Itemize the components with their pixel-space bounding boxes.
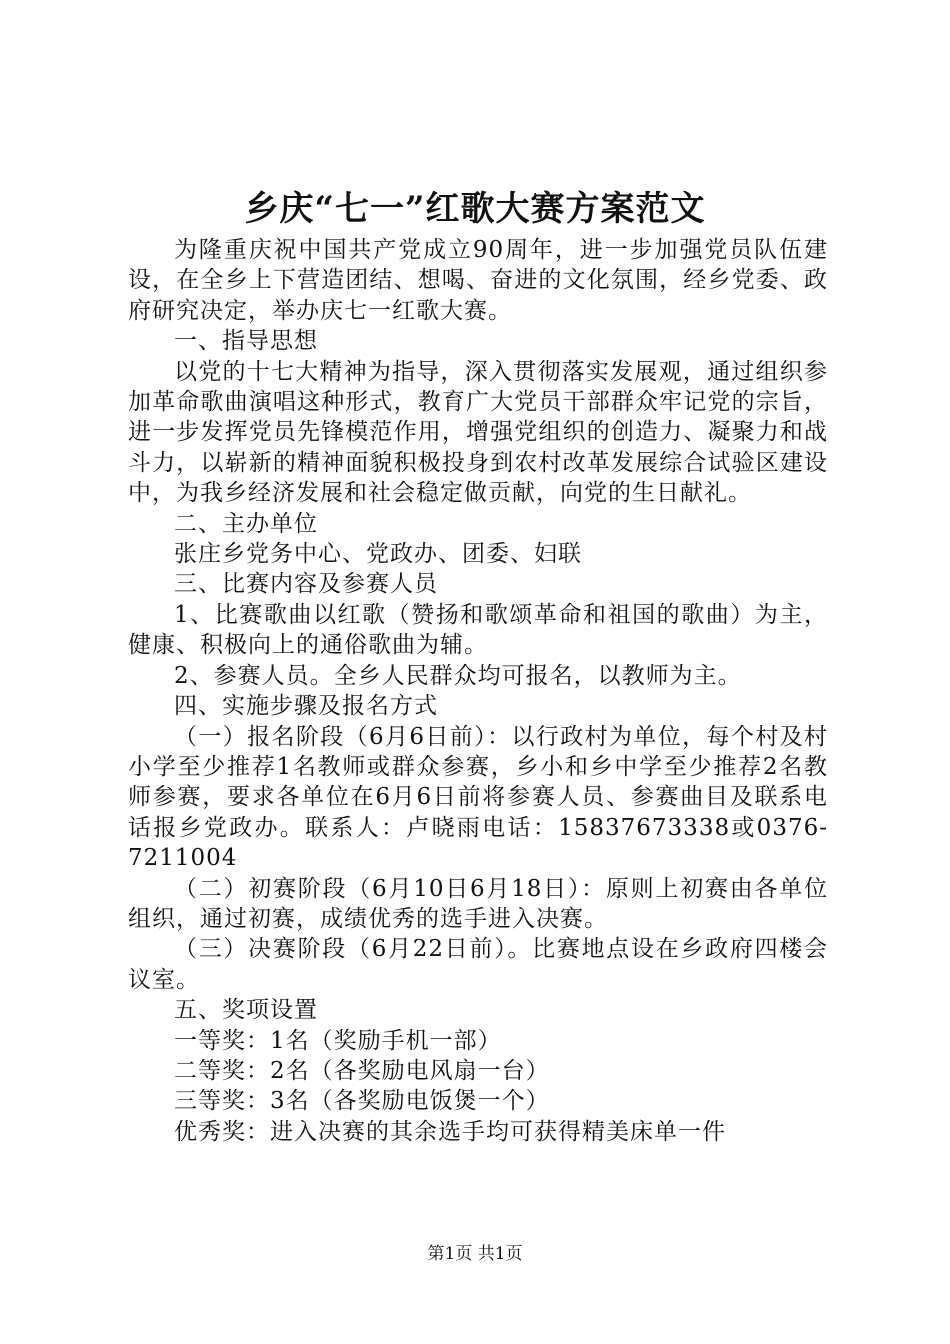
award-second-prize: 二等奖：2名（各奖励电风扇一台） <box>174 1057 550 1084</box>
section-heading-awards: 五、奖项设置 <box>174 997 318 1024</box>
organizer-paragraph: 张庄乡党务中心、党政办、团委、妇联 <box>174 541 582 568</box>
document-body <box>128 235 828 1147</box>
award-third-prize: 三等奖：3名（各奖励电饭煲一个） <box>174 1088 550 1115</box>
content-item-1: 1、比赛歌曲以红歌（赞扬和歌颂革命和祖国的歌曲）为主，健康、积极向上的通俗歌曲为辅。 <box>128 601 828 659</box>
content-item-2: 2、参赛人员。全乡人民群众均可报名，以教师为主。 <box>174 662 742 689</box>
award-excellence-prize: 优秀奖：进入决赛的其余选手均可获得精美床单一件 <box>174 1118 726 1145</box>
guiding-ideology-paragraph: 以党的十七大精神为指导，深入贯彻落实发展观，通过组织参加革命歌曲演唱这种形式，教育广大党员干部群众牢记党的宗旨，进一步发挥党员先锋模范作用，增强党组织的创造力、凝聚力和战斗力，以崭新的精神面貌积极投身到农村改革发展综合试验区建设中，为我乡经济发展和社会稳定做贡献，向党的生日献礼。 <box>128 358 828 507</box>
page-footer: 第1页 共1页 <box>427 1244 523 1264</box>
section-heading-content-participants: 三、比赛内容及参赛人员 <box>174 571 438 598</box>
document-title: 乡庆“七一”红歌大赛方案范文 <box>244 189 706 229</box>
step-final-paragraph: （三）决赛阶段（6月22日前）。比赛地点设在乡政府四楼会议室。 <box>128 936 828 993</box>
step-registration-paragraph: （一）报名阶段（6月6日前）：以行政村为单位，每个村及村小学至少推荐1名教师或群众参赛，乡小和乡中学至少推荐2名教师参赛，要求各单位在6月6日前将参赛人员、参赛曲目及联系电话报乡党政办。联系人：卢晓雨电话：15837673338或0376-7211004 <box>128 723 828 872</box>
section-heading-organizer: 二、主办单位 <box>174 510 318 537</box>
intro-paragraph: 为隆重庆祝中国共产党成立90周年，进一步加强党员队伍建设，在全乡上下营造团结、想喝、奋进的文化氛围，经乡党委、政府研究决定，举办庆七一红歌大赛。 <box>128 237 828 324</box>
step-preliminary-paragraph: （二）初赛阶段（6月10日6月18日）：原则上初赛由各单位组织，通过初赛，成绩优秀的选手进入决赛。 <box>128 875 828 932</box>
section-heading-guiding-ideology: 一、指导思想 <box>174 328 318 355</box>
section-heading-steps-registration: 四、实施步骤及报名方式 <box>174 693 438 720</box>
award-first-prize: 一等奖：1名（奖励手机一部） <box>174 1027 502 1054</box>
